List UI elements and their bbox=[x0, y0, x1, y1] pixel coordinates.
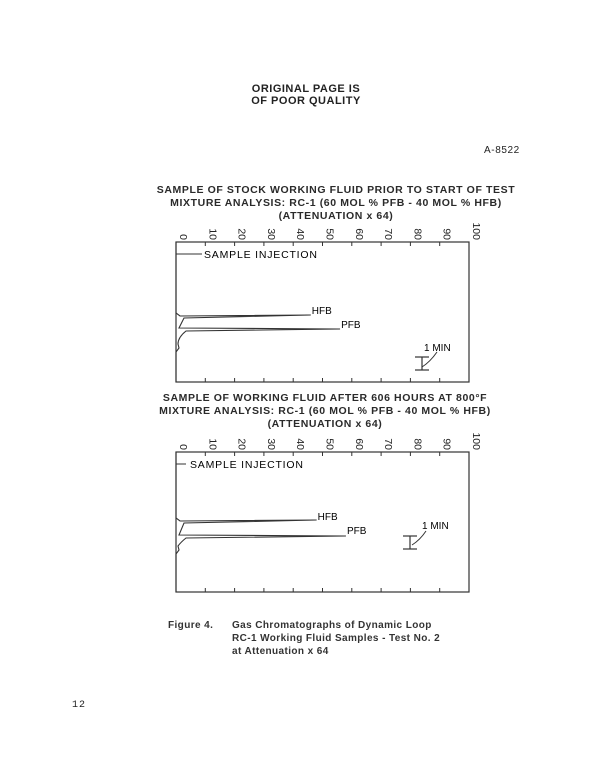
chart2-svg bbox=[150, 428, 490, 600]
poor-quality-header bbox=[0, 83, 612, 107]
chart2-time-scale-marker bbox=[403, 531, 426, 549]
chart1-tick-label-80: 80 bbox=[411, 228, 424, 240]
chart1-caption-line-2: MIXTURE ANALYSIS: RC-1 (60 MOL % PFB - 40 MOL % HFB) bbox=[170, 197, 502, 209]
chart2-tick-label-30: 30 bbox=[264, 438, 277, 450]
chart1-caption-line-1: SAMPLE OF STOCK WORKING FLUID PRIOR TO START OF TEST bbox=[156, 184, 516, 196]
chart1-tick-label-60: 60 bbox=[352, 228, 365, 240]
chart2-tick-label-60: 60 bbox=[352, 438, 365, 450]
chart2-tick-label-20: 20 bbox=[235, 438, 248, 450]
chart2-tick-label-70: 70 bbox=[382, 438, 395, 450]
chart1-tick-label-30: 30 bbox=[264, 228, 277, 240]
chart2-caption-line-1: SAMPLE OF WORKING FLUID AFTER 606 HOURS AT 800°F bbox=[162, 392, 488, 404]
chart2-tick-label-80: 80 bbox=[411, 438, 424, 450]
chart1-tick-label-0: 0 bbox=[177, 234, 189, 240]
figure-caption bbox=[232, 619, 440, 658]
chart2-injection-label: SAMPLE INJECTION bbox=[190, 459, 304, 471]
chart2-tick-label-40: 40 bbox=[294, 438, 307, 450]
chart1-tick-label-20: 20 bbox=[235, 228, 248, 240]
chart2-tick-label-90: 90 bbox=[440, 438, 453, 450]
chart2-peak-hfb-label: HFB bbox=[317, 512, 338, 523]
chart2-scale-label: 1 MIN bbox=[422, 521, 449, 532]
figure-caption-line-3: at Attenuation x 64 bbox=[232, 646, 329, 657]
chart2-caption bbox=[0, 392, 612, 431]
chart1-time-scale-marker bbox=[415, 352, 437, 370]
chart1-scale-label: 1 MIN bbox=[424, 343, 451, 354]
chart1-tick-label-90: 90 bbox=[440, 228, 453, 240]
figure-caption-line-1: Gas Chromatographs of Dynamic Loop bbox=[232, 620, 432, 631]
chart1-tick-label-70: 70 bbox=[382, 228, 395, 240]
figure-caption-line-2: RC-1 Working Fluid Samples - Test No. 2 bbox=[232, 633, 441, 644]
chart2-caption-line-2: MIXTURE ANALYSIS: RC-1 (60 MOL % PFB - 40 MOL % HFB) bbox=[159, 405, 491, 417]
chart2-peak-pfb-label: PFB bbox=[346, 526, 367, 537]
chart1-peak-pfb-label: PFB bbox=[341, 320, 361, 331]
chart1-peak-hfb-label: HFB bbox=[311, 306, 332, 317]
document-number: A-8522 bbox=[484, 145, 520, 156]
chart2-tick-label-50: 50 bbox=[323, 438, 336, 450]
chart2-caption-line-3: (ATTENUATION x 64) bbox=[267, 418, 383, 430]
chart1-injection-label: SAMPLE INJECTION bbox=[204, 249, 318, 261]
chart1-caption-line-3: (ATTENUATION x 64) bbox=[278, 210, 394, 222]
header-line-2: OF POOR QUALITY bbox=[251, 95, 361, 107]
chart2-tick-label-100: 100 bbox=[470, 432, 482, 450]
chart1-tick-label-100: 100 bbox=[470, 222, 482, 240]
figure-label: Figure 4. bbox=[168, 620, 214, 631]
header-line-1: ORIGINAL PAGE IS bbox=[251, 83, 361, 95]
chart2-tick-label-0: 0 bbox=[177, 444, 189, 450]
chart1-tick-label-10: 10 bbox=[206, 228, 219, 240]
chart1-tick-label-50: 50 bbox=[323, 228, 336, 240]
chart2-tick-label-10: 10 bbox=[206, 438, 219, 450]
chart1-tick-label-40: 40 bbox=[294, 228, 307, 240]
chart1-caption bbox=[0, 184, 612, 223]
page-number: 12 bbox=[72, 700, 87, 711]
chart1-svg bbox=[150, 220, 490, 390]
